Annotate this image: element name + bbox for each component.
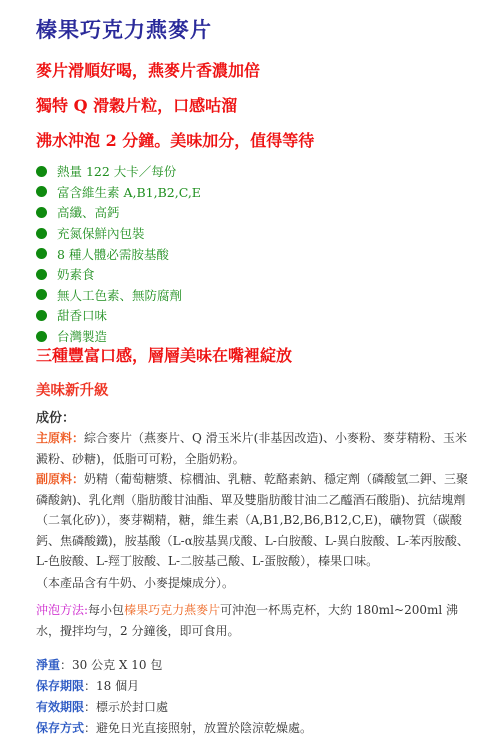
feature-text: 台灣製造 xyxy=(57,329,108,345)
spec-label: 淨重 xyxy=(36,658,61,672)
sub-ingredients-text: 奶精（葡萄糖漿、棕櫚油、乳糖、乾酪素鈉、穩定劑（磷酸氫二鉀、三聚磷酸鈉)、乳化劑（脂肪酸甘油酯、單及雙脂肪酸甘油二乙醯酒石酸脂)、抗結塊劑（二氧化矽)），麥芽糊精，糖，維生素（A,B1,B2,B6,B12,C,E)，礦物質（碳酸鈣、焦磷酸鐵)，胺基酸（L-α胺基異戊酸、L-白胺酸、L-異白胺酸、L-苯丙胺酸、L-色胺酸、L-羥丁胺酸、L-二胺基己酸、L-蛋胺酸），榛果口味。 xyxy=(36,472,469,568)
feature-list xyxy=(36,161,201,346)
headline-q-flakes: 獨特 Q 滑穀片粒，口感咕溜 xyxy=(36,96,238,115)
allergen-note: （本產品含有牛奶、小麥提煉成分）。 xyxy=(36,576,235,590)
bullet-icon xyxy=(36,331,47,342)
spec-value: ：避免日光直接照射，放置於陰涼乾燥處。 xyxy=(84,721,313,735)
headline-three-textures: 三種豐富口感，層層美味在嘴裡綻放 xyxy=(36,346,293,365)
main-ingredients xyxy=(36,428,476,469)
ingredients-title: 成份： xyxy=(36,411,76,426)
bullet-icon xyxy=(36,166,47,177)
feature-item xyxy=(36,223,201,244)
spec-storage xyxy=(36,718,312,739)
sub-ingredients xyxy=(36,469,476,572)
brewing-text-before: 每小包 xyxy=(88,603,125,617)
brewing-text-after: 可沖泡一杯馬克杯，大約 180ml~200ml 沸水，攪拌均勻，2 分鐘後，即可食用。 xyxy=(36,603,459,638)
feature-text: 無人工色素、無防腐劑 xyxy=(57,287,183,303)
spec-shelf-life xyxy=(36,676,139,697)
main-ingredients-text: 綜合麥片（燕麥片、Q 滑玉米片(非基因改造)、小麥粉、麥芽精粉、玉米澱粉、砂糖)，低脂可可粉，全脂奶粉。 xyxy=(36,431,468,466)
bullet-icon xyxy=(36,207,47,218)
feature-item xyxy=(36,243,201,264)
bullet-icon xyxy=(36,310,47,321)
main-ingredients-label: 主原料： xyxy=(36,431,85,445)
feature-text: 奶素食 xyxy=(57,267,95,283)
brewing-label: 沖泡方法: xyxy=(36,603,89,617)
spec-value: ：18 個月 xyxy=(84,679,140,693)
feature-item xyxy=(36,264,201,285)
feature-text: 充氮保鮮內包裝 xyxy=(57,226,145,242)
feature-text: 富含維生素 A,B1,B2,C,E xyxy=(57,184,201,200)
bullet-icon xyxy=(36,228,47,239)
product-title: 榛果巧克力燕麥片 xyxy=(36,17,212,42)
spec-net-weight xyxy=(36,655,162,676)
spec-label: 有效期限 xyxy=(36,700,85,714)
spec-value: ：標示於封口處 xyxy=(84,700,169,714)
spec-value: ：30 公克 X 10 包 xyxy=(60,658,163,672)
bullet-icon xyxy=(36,248,47,259)
feature-item xyxy=(36,285,201,306)
feature-item xyxy=(36,161,201,182)
headline-smooth-texture: 麥片滑順好喝，燕麥片香濃加倍 xyxy=(36,61,261,80)
spec-expiry xyxy=(36,697,168,718)
upgrade-heading: 美味新升級 xyxy=(36,382,109,399)
feature-text: 高纖、高鈣 xyxy=(57,205,120,221)
feature-item xyxy=(36,202,201,223)
headline-brewing: 沸水沖泡 2 分鐘。美味加分，值得等待 xyxy=(36,131,315,150)
bullet-icon xyxy=(36,186,47,197)
bullet-icon xyxy=(36,269,47,280)
brewing-product-name: 榛果巧克力燕麥片 xyxy=(124,603,221,617)
spec-label: 保存期限 xyxy=(36,679,85,693)
feature-text: 甜香口味 xyxy=(57,308,108,324)
sub-ingredients-label: 副原料： xyxy=(36,472,85,486)
feature-item xyxy=(36,182,201,203)
spec-label: 保存方式 xyxy=(36,721,85,735)
brewing-method xyxy=(36,600,476,641)
feature-item xyxy=(36,305,201,326)
bullet-icon xyxy=(36,289,47,300)
feature-text: 熱量 122 大卡／每份 xyxy=(57,164,177,180)
feature-text: 8 種人體必需胺基酸 xyxy=(57,246,169,262)
